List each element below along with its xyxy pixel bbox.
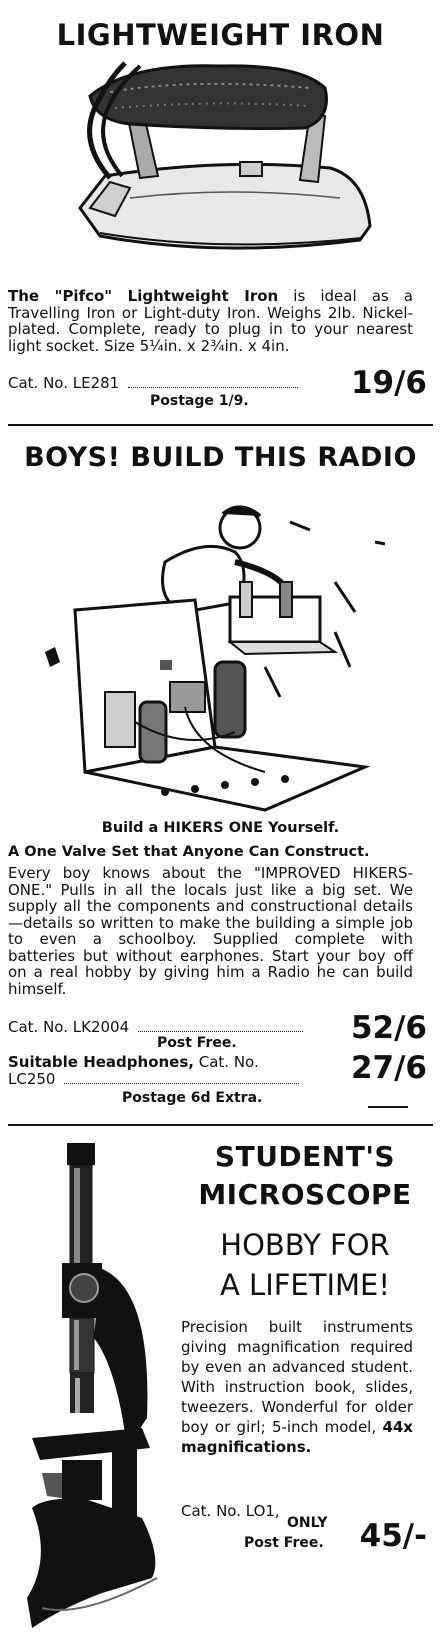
radio-caption-2: A One Valve Set that Anyone Can Construct. [8, 844, 370, 860]
radio-illustration [35, 492, 415, 812]
microscope-price: 45/- [359, 1518, 427, 1554]
radio-section [0, 430, 441, 1120]
radio-cat-line [8, 1018, 303, 1036]
headphones-price: 27/6 [350, 1050, 427, 1086]
iron-illustration [70, 58, 380, 280]
iron-cat-line [8, 374, 298, 392]
microscope-description [181, 1317, 413, 1457]
iron-desc-text: is ideal as a Travelling Iron or Light-duty Iron. Weighs 2lb. Nickel-plated. Complete, ready to plug in to your nearest light socket. Size 5¼in. x 2¾in. x 4in. [8, 287, 414, 355]
divider-1 [8, 424, 433, 426]
microscope-title-2: MICROSCOPE [198, 1178, 412, 1211]
iron-title: LIGHTWEIGHT IRON [56, 18, 385, 52]
iron-section [0, 0, 441, 430]
radio-description: Every boy knows about the "IMPROVED HIKERS-ONE." Pulls in all the locals just like a big set. We supply all the components and constructional details—details so written to make the building a simple job to even a schoolboy. Supplied complete with batteries but without earphones. Start your boy off on a real hobby by giving him a Radio he can build himself. [8, 864, 413, 998]
microscope-only: ONLY [287, 1515, 328, 1531]
iron-postage: Postage 1/9. [150, 393, 249, 409]
microscope-section [0, 1130, 441, 1642]
small-rule [368, 1106, 408, 1108]
headphones-line [8, 1053, 259, 1071]
headphones-cat-no: LC250 [8, 1070, 56, 1088]
microscope-desc-bold: 44x magnifications. [181, 1418, 413, 1456]
divider-2 [8, 1124, 433, 1126]
microscope-tagline-2: A LIFETIME! [219, 1268, 390, 1302]
iron-cat-no: Cat. No. LE281 [8, 374, 120, 392]
microscope-tagline-1: HOBBY FOR [220, 1228, 390, 1262]
iron-description [8, 288, 413, 354]
iron-price: 19/6 [350, 365, 427, 401]
radio-title: BOYS! BUILD THIS RADIO [24, 442, 417, 473]
radio-caption-1: Build a HIKERS ONE Yourself. [101, 820, 340, 836]
microscope-title-1: STUDENT'S [214, 1140, 396, 1173]
radio-post-free: Post Free. [157, 1035, 237, 1051]
microscope-illustration [22, 1138, 172, 1638]
headphones-label: Suitable Headphones, [8, 1053, 194, 1071]
radio-cat-no: Cat. No. LK2004 [8, 1018, 130, 1036]
microscope-cat-no: Cat. No. LO1, [181, 1502, 280, 1520]
headphones-postage: Postage 6d Extra. [122, 1090, 263, 1106]
headphones-cat: Cat. No. [193, 1053, 259, 1071]
microscope-desc-text: Precision built instruments giving magnification required by even an advanced student. With instruction book, slides, tweezers. Wonderful for older boy or girl; 5-inch model, [181, 1318, 413, 1436]
headphones-line-2 [8, 1070, 299, 1088]
microscope-post-free: Post Free. [244, 1535, 324, 1551]
iron-lead: The "Pifco" Lightweight Iron [8, 287, 279, 305]
radio-price: 52/6 [350, 1010, 427, 1046]
